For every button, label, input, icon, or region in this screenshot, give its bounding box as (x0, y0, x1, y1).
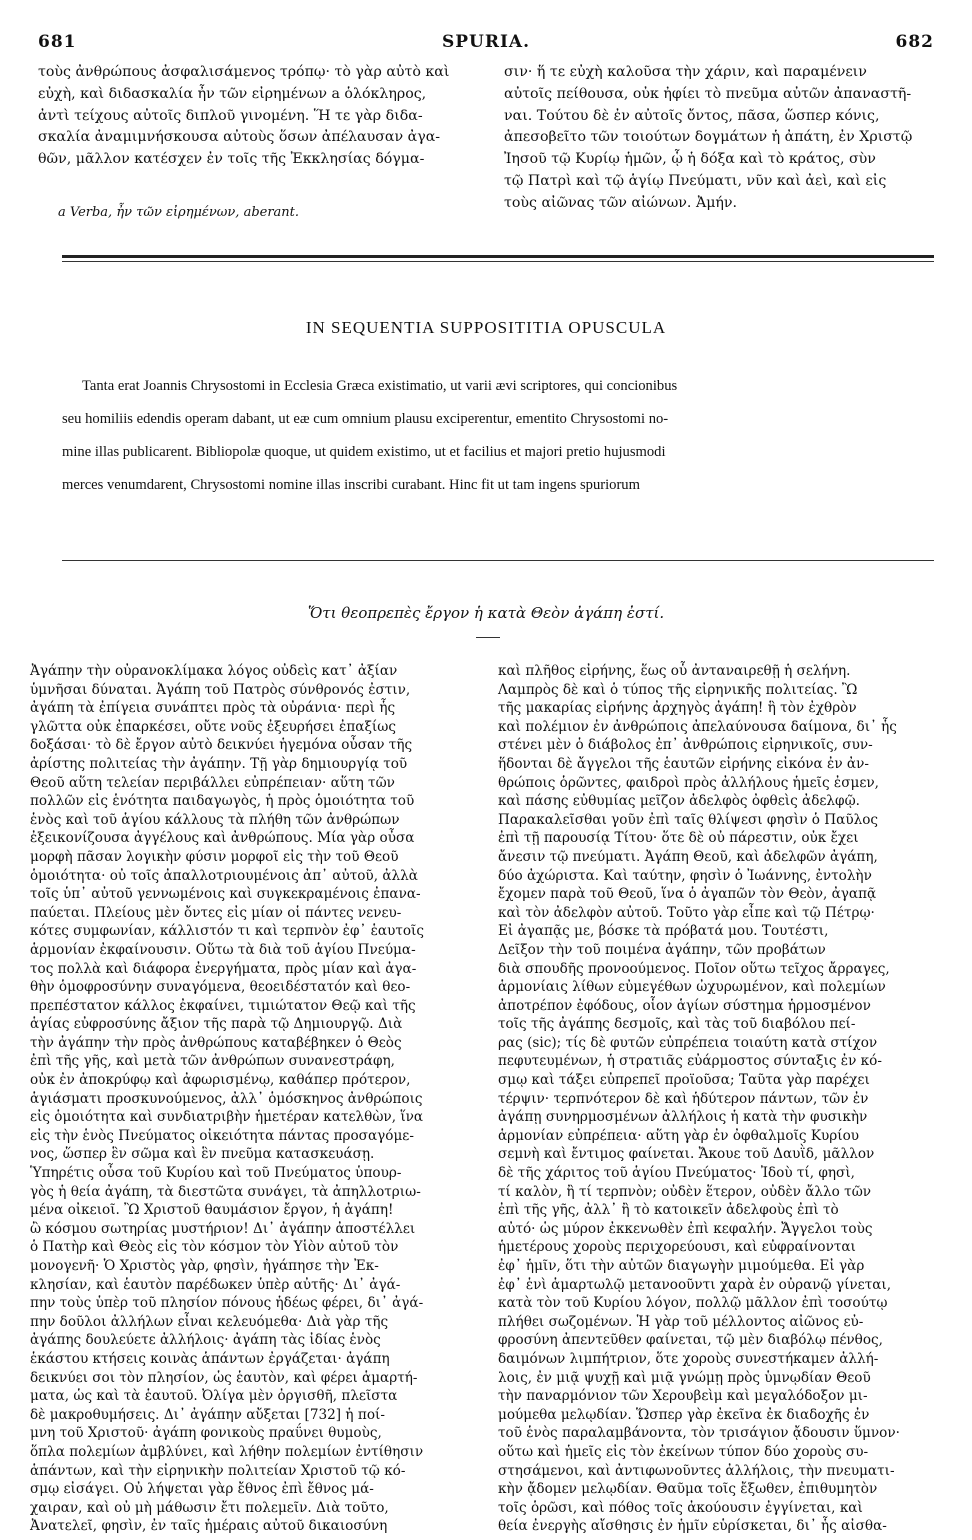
text-line: ὢ κόσμου σωτηρίας μυστήριον! Δι᾽ ἀγάπην ἀποστέλλει (30, 1220, 416, 1237)
text-line: ὁ Πατὴρ καὶ Θεὸς εἰς τὸν κόσμον τὸν Υἱὸν αὐτοῦ τὸν (30, 1239, 399, 1256)
text-line: στένει μὲν ὁ διάβολος ἐπ᾽ ἀνθρώποις εἰρηνικοῖς, συν- (498, 737, 873, 754)
text-line: καὶ πάσης εὐθυμίας μεῖζον ἀδελφὸς ὀφθεὶς ἀδελφῷ. (498, 793, 860, 810)
text-line: τῆς μακαρίας εἰρήνης ἀρχηγὸς ἀγάπη! ἣ τὸν ἐχθρὸν (498, 700, 857, 717)
body-right-column (498, 662, 938, 1536)
text-line: ἁρμονίαν ἐκφαίνουσιν. Οὕτω τὰ διὰ τοῦ ἁγίου Πνεύμα- (30, 941, 416, 958)
text-line: ἁρμονίαις λίθων εὐμεγέθων ὠχυρωμένον, καὶ πολεμίων (498, 979, 886, 996)
text-line: τέρψιν· τερπνότερον δὲ καὶ ἡδύτερον πάντων, τῶν ἐν (498, 1090, 869, 1107)
text-line: ὑμνῆσαι δύναται. Ἀγάπη τοῦ Πατρὸς σύνθρονός ἐστιν, (30, 681, 411, 698)
text-line: τος πολλὰ καὶ διάφορα ἐνεργήματα, πρὸς μίαν καὶ ἀγα- (30, 960, 417, 977)
text-line: καὶ πλῆθος εἰρήνης, ἕως οὗ ἀνταναιρεθῇ ἡ σελήνη. (498, 663, 851, 679)
text-line: ἀντὶ τείχους αὐτοῖς διπλοῦ γινομένη. Ἥ τε γὰρ διδα- (38, 107, 423, 124)
text-line: τί καλὸν, ἢ τί τερπνὸν; οὐδὲν ἕτερον, οὐδὲν ἄλλο τῶν (498, 1183, 872, 1200)
text-line: ματα, ὡς καὶ τὰ ἑαυτοῦ. Ὀλίγα μὲν ὀργισθῆ, πλεῖστα (30, 1388, 398, 1405)
text-line: εἰς ὁμοιότητα καὶ συνδιατριβὴν ἡμετέραν κατελθὼν, ἵνα (30, 1109, 424, 1126)
text-line: ἁπάντων, καὶ τὴν εἰρηνικὴν πολιτείαν Χριστοῦ τῷ κό- (30, 1462, 406, 1479)
text-line: Θεοῦ αὕτη τελείαν περιβάλλει εὐπρέπειαν· αὕτη τῶν (30, 774, 395, 791)
divider-rule (62, 560, 934, 561)
text-line: ὁμοιότητα· οὐ τοῖς ἀπαλλοτριουμένοις ἀπ᾽ αὐτοῦ, ἀλλὰ (30, 867, 418, 884)
latin-paragraph (62, 370, 934, 502)
text-line: ἐξεικονίζουσα ἀγγέλους καὶ ἀνθρώπους. Μία γὰρ οὖσα (30, 830, 415, 847)
text-line: δοξάσαι· τὸ δὲ ἔργον αὐτὸ δεικνύει ἡγεμόνα οὖσαν τῆς (30, 737, 413, 754)
text-line: τοῖς ὑπ᾽ αὐτοῦ γεννωμένοις καὶ συγκεκραμένοις ἐπανα- (30, 886, 421, 903)
text-line: ἁγιάσματι προσκυνούμενος, ἀλλ᾽ ὁμόσκηνος ἀνθρώποις (30, 1090, 423, 1107)
text-line: μορφὴ πᾶσαν λογικὴν φύσιν μορφοῖ εἰς τὴν τοῦ Θεοῦ (30, 848, 399, 865)
text-line: θὴν ὁμοφροσύνην συναγόμενα, θεοειδέστατόν καὶ θεο- (30, 979, 411, 996)
text-line: ἐπὶ τῆς γῆς, καὶ μετὰ τῶν ἀνθρώπων συνανεστράφη, (30, 1053, 395, 1070)
text-line: Ἀνατελεῖ, φησὶν, ἐν ταῖς ἡμέραις αὐτοῦ δικαιοσύνη (30, 1518, 388, 1535)
text-line: δὲ μακροθυμήσεις. Δι᾽ ἀγάπην αὔξεται [732] ἡ ποί- (30, 1406, 385, 1423)
top-left-column (38, 62, 490, 171)
text-line: διὰ σπουδῆς προνοούμενος. Ποῖον οὕτω τεῖχος ἄρραγες, (498, 960, 890, 977)
text-line: δαιμόνων λιμπήτριον, ὅτε χοροὺς συνεστήκαμεν ἀλλή- (498, 1350, 879, 1367)
text-line: ἥδονται δὲ ἄγγελοι τῆς ἑαυτῶν εἰρήνης εἰκόνα ἐν ἀν- (498, 755, 869, 772)
text-line: ἔχομεν παρὰ τοῦ Θεοῦ, ἵνα ὁ ἀγαπῶν τὸν Θεὸν, ἀγαπᾷ (498, 886, 877, 903)
text-line: κλησίαν, καὶ ἑαυτὸν παρέδωκεν ὑπὲρ αὐτῆς· Δι᾽ ἀγά- (30, 1276, 401, 1293)
section-rule-thin (62, 261, 934, 262)
text-line: γὸς ἡ θεία ἀγάπη, τὰ διεστῶτα συνάγει, τὰ ἀπηλλοτριω- (30, 1183, 421, 1200)
text-line: θρώποις ὁρῶντες, φαιδροὶ πρὸς ἀλλήλους ἡμεῖς ἐσμεν, (498, 774, 879, 791)
text-line: κατὰ τὸν τοῦ Κυρίου λόγον, πολλῷ μᾶλλον ἐπὶ τοσούτῳ (498, 1295, 888, 1312)
text-line: σεμνὴ καὶ ἔντιμος φαίνεται. Ἄκουε τοῦ Δαυῒδ, μᾶλλον (498, 1146, 875, 1163)
footnote: a Verba, ἦν τῶν εἰρημένων, aberant. (58, 205, 300, 220)
text-line: mine illas publicarent. Bibliopolæ quoque, ut quidem existimo, ut et facilius et majori pretio hujusmodi (62, 444, 666, 460)
text-line: πρεπέστατον κάλλος ἐκφαίνει, τιμιώτατον Θεῷ καὶ τῆς (30, 997, 416, 1014)
text-line: εὐχὴ, καὶ διδασκαλία ἦν τῶν εἰρημένων a ὁλόκληρος, (38, 85, 427, 102)
text-line: ἀπεσοβεῖτο τῶν τοιούτων δογμάτων ἡ ἀπάτη, ἐν Χριστῷ (504, 129, 913, 146)
text-line: τοῖς ὁρῶσι, καὶ πόθος τοῖς ἀκούουσιν ἐγγίνεται, καὶ (498, 1499, 863, 1516)
text-line: σκαλία ἀναμιμνήσκουσα αὐτοὺς ὅσων ἀπέλαυσαν ἀγα- (38, 129, 441, 146)
text-line: θῶν, μᾶλλον κατέσχεν ἐν τοῖς τῆς Ἐκκλησίας δόγμα- (38, 151, 425, 168)
text-line: γλῶττα οὐκ ἐπαρκέσει, οὔτε νοῦς ἐξευρήσει ἐπαξίως (30, 718, 396, 735)
text-line: τὴν ἀγάπην τὴν πρὸς ἀνθρώπους καταβέβηκεν ὁ Θεὸς (30, 1034, 402, 1051)
text-line: Ἀγάπην τὴν οὐρανοκλίμακα λόγος οὐδεὶς κατ᾽ ἀξίαν (30, 663, 398, 679)
text-line: νος, ὥσπερ ἓν σῶμα καὶ ἓν πνεῦμα κατασκευάσῃ. (30, 1146, 375, 1163)
text-line: τῷ Πατρὶ καὶ τῷ ἁγίῳ Πνεύματι, νῦν καὶ ἀεὶ, καὶ εἰς (504, 172, 887, 189)
text-line: πεφυτευμένων, ἡ στρατιᾶς εὐάρμοστος σύνταξις ἐν κό- (498, 1053, 882, 1070)
text-line: δύο ἀχώριστα. Καὶ ταύτην, φησὶν ὁ Ἰωάννης, ἐντολὴν (498, 867, 872, 884)
text-line: Ἰησοῦ τῷ Κυρίῳ ἡμῶν, ᾧ ἡ δόξα καὶ τὸ κράτος, σὺν (504, 151, 876, 168)
text-line: θεία ἐνεργὴς αἴσθησις ἐν ἡμῖν εὑρίσκεται, δι᾽ ἧς αἰσθα- (498, 1518, 887, 1535)
text-line: φροσύνη ἀπεντεῦθεν φαίνεται, τῷ μὲν διαβόλῳ πένθος, (498, 1332, 883, 1349)
text-line: πλήθει σωζομένων. Ἡ γὰρ τοῦ μέλλοντος αἰῶνος εὐ- (498, 1313, 864, 1330)
text-line: παύεται. Πλείους μὲν ὄντες εἰς μίαν οἱ πάντες νενευ- (30, 904, 402, 921)
text-line: στησάμενοι, καὶ ἀντιφωνοῦντες ἀλλήλοις, τὴν πνευματι- (498, 1462, 895, 1479)
text-line: σμῳ καὶ τάξει εὐπρεπεῖ προϊοῦσα; Ταῦτα γὰρ παρέχει (498, 1072, 870, 1089)
text-line: ρας (sic); τίς δὲ φυτῶν εὐπρέπεια τοιαύτη κατὰ στίχον (498, 1034, 878, 1051)
text-line: δεικνύει σοι τὸν πλησίον, ὡς ἑαυτὸν, καὶ φέρει ἁμαρτή- (30, 1369, 418, 1386)
running-title: SPURIA. (441, 32, 531, 52)
text-line: καὶ πολέμιον ἐν ἀνθρώποις ἀπελαύνουσα δαίμονα, δι᾽ ἧς (498, 718, 897, 735)
text-line: ἐφ᾽ ἑνὶ ἁμαρτωλῷ μετανοοῦντι χαρὰ ἐν οὐρανῷ γίνεται, (498, 1276, 892, 1293)
section-title: Ὅτι θεοπρεπὲς ἔργον ἡ κατὰ Θεὸν ἀγάπη ἐστί. (307, 604, 665, 622)
text-line: τοῖς τῆς ἀγάπης δεσμοῖς, καὶ τὰς τοῦ διαβόλου πεί- (498, 1016, 856, 1033)
text-line: Παρακαλεῖσθαι γοῦν ἐπὶ ταῖς θλίψεσι φησὶν ὁ Παῦλος (498, 811, 879, 828)
text-line: seu homiliis edendis operam dabant, ut eæ cum omnium plausu exciperentur, ementito Chrysostomi no- (62, 411, 669, 427)
text-line: πην τοὺς ὑπὲρ τοῦ πλησίον πόνους ἡδέως φέρει, δι᾽ ἀγά- (30, 1295, 424, 1312)
text-line: καὶ τὸν ἀδελφὸν αὐτοῦ. Τοῦτο γὰρ εἶπε καὶ τῷ Πέτρῳ· (498, 904, 875, 921)
text-line: αὐτό· ὡς μύρον ἐκκενωθὲν ἐπὶ κεφαλήν. Ἄγγελοι τοὺς (498, 1220, 873, 1237)
text-line: οὐκ ἐν ἀποκρύφῳ καὶ ἀφωρισμένῳ, καθάπερ πρότερον, (30, 1072, 411, 1089)
text-line: σιν· ἥ τε εὐχὴ καλοῦσα τὴν χάριν, καὶ παραμένειν (504, 64, 867, 80)
text-line: χαιραν, καὶ οὐ μὴ μάθωσιν ἔτι πολεμεῖν. Διὰ τοῦτο, (30, 1499, 389, 1516)
text-line: Εἰ ἀγαπᾷς με, βόσκε τὰ πρόβατά μου. Τουτέστι, (498, 923, 829, 940)
text-line: ἀγάπῃ συνηρμοσμένων ἀλλήλοις ἡ κατὰ τὴν φυσικὴν (498, 1109, 868, 1126)
text-line: εἰς τὴν ἑνὸς Πνεύματος οἰκειότητα πάντας προσαγόμε- (30, 1127, 414, 1144)
text-line: ἑνὸς καὶ τοῦ ἁγίου κάλλους τὰ πλήθη τῶν ἀνθρώπων (30, 811, 400, 828)
latin-heading: IN SEQUENTIA SUPPOSITITIA OPUSCULA (305, 318, 667, 337)
text-line: μένα οἰκειοῖ. Ὢ Χριστοῦ θαυμάσιον ἔργον, ἡ ἀγάπη! (30, 1202, 394, 1219)
text-line: ἐφ᾽ ἡμῖν, ὅτι τὴν αὐτῶν διαγωγὴν μιμούμεθα. Εἰ γὰρ (498, 1258, 865, 1274)
text-line: Δεῖξον τὴν τοῦ ποιμένα ἀγάπην, τῶν προβάτων (498, 941, 826, 958)
text-line: μνη τοῦ Χριστοῦ· ἀγάπη φονικοὺς πραΰνει θυμοὺς, (30, 1425, 382, 1442)
text-line: πολλῶν εἰς ἑνότητα παιδαγωγὸς, ἡ πρὸς ὁμοιότητα τοῦ (30, 793, 415, 810)
text-line: τοὺς ἀνθρώπους ἀσφαλισάμενος τρόπῳ· τὸ γὰρ αὐτὸ καὶ (38, 64, 450, 80)
text-line: δὲ τῆς χάριτος τοῦ ἁγίου Πνεύματος· Ἰδοὺ τί, φησὶ, (498, 1165, 855, 1182)
text-line: μούμεθα μελῳδίαν. Ὥσπερ γὰρ ἐκεῖνα ἐκ διαδοχῆς ἐν (498, 1406, 870, 1423)
text-line: τοῦ ἑνὸς παραλαμβάνοντα, τὸν τρισάγιον ᾄδουσιν ὕμνον· (498, 1425, 900, 1442)
text-line: ἀγάπης δουλεύετε ἀλλήλοις· ἀγάπη τὰς ἰδίας ἑνὸς (30, 1332, 381, 1349)
text-line: τοὺς αἰῶνας τῶν αἰώνων. Ἀμήν. (504, 194, 738, 211)
text-line: ἐπὶ τῆς γῆς, ἀλλ᾽ ἢ τὸ κατοικεῖν ἀδελφοὺς ἐπὶ τὸ (498, 1202, 839, 1219)
body-left-column (30, 662, 480, 1536)
title-rule (476, 637, 500, 638)
text-line: Tanta erat Joannis Chrysostomi in Ecclesia Græca existimatio, ut varii ævi scriptores, qui concionibus (82, 378, 678, 394)
right-page-number: 682 (895, 32, 934, 52)
text-line: ὅπλα πολεμίων ἀμβλύνει, καὶ λήθην πολεμίων ἐντίθησιν (30, 1443, 424, 1460)
text-line: οὕτω καὶ ἡμεῖς εἰς τὸν ἐκείνων τύπον δύο χοροὺς συ- (498, 1443, 869, 1460)
text-line: ἀγάπη τὰ ἐπίγεια συνάπτει πρὸς τὰ οὐράνια· περὶ ἧς (30, 700, 396, 717)
text-line: ἑκάστου κτήσεις κοινὰς ἁπάντων ἐργάζεται· ἀγάπη (30, 1350, 390, 1367)
section-rule (62, 255, 934, 258)
text-line: κότες συμφωνίαν, κάλλιστόν τι καὶ τερπνὸν ἐφ᾽ ἑαυτοῖς (30, 923, 424, 940)
text-line: αὐτοῖς πείθουσα, οὐκ ἠφίει τὸ πνεῦμα αὐτῶν ἀπαναστῆ- (504, 85, 912, 102)
text-line: κὴν ᾄδομεν μελῳδίαν. Θαῦμα τοῖς ἔξωθεν, ἐπιθυμητὸν (498, 1481, 878, 1498)
top-right-column (504, 62, 936, 215)
text-line: μονογενῆ· Ὁ Χριστὸς γὰρ, φησὶν, ἠγάπησε τὴν Ἐκ- (30, 1258, 379, 1274)
text-line: ἁγίας εὐφροσύνης ἄξιον τῆς παρὰ τῷ Δημιουργῷ. Διὰ (30, 1016, 403, 1033)
text-line: τὴν παναρμόνιον τῶν Χερουβεὶμ καὶ μεγαλόδοξον μι- (498, 1388, 868, 1405)
text-line: Λαμπρὸς δὲ καὶ ὁ τύπος τῆς εἰρηνικῆς πολιτείας. Ὢ (498, 681, 858, 698)
text-line: ἀποτρέπον ἐφόδους, οἷον ἁγίων σύστημα ἡρμοσμένον (498, 997, 871, 1014)
text-line: ἡμετέρους χοροὺς περιχορεύουσι, καὶ εὐφραίνονται (498, 1239, 856, 1256)
left-page-number: 681 (38, 32, 77, 52)
text-line: ναι. Τούτου δὲ ἐν αὐτοῖς ὄντος, πᾶσα, ὥσπερ κόνις, (504, 107, 880, 124)
text-line: ἀρίστης πολιτείας τὴν ἀγάπην. Τῇ γὰρ δημιουργίᾳ τοῦ (30, 755, 408, 772)
text-line: ἁρμονίαν εὐπρέπεια· αὕτη γὰρ ἐν ὀφθαλμοῖς Κυρίου (498, 1127, 860, 1144)
text-line: ἐπὶ τῇ παρουσίᾳ Τίτου· ὅτε δὲ οὐ πάρεστιν, οὐκ ἔχει (498, 830, 859, 847)
text-line: σμῳ εἰσάγει. Οὐ λήψεται γὰρ ἔθνος ἐπὶ ἔθνος μά- (30, 1481, 374, 1498)
text-line: Ὑπηρέτις οὖσα τοῦ Κυρίου καὶ τοῦ Πνεύματος ὑπουρ- (30, 1165, 402, 1182)
text-line: λοις, ἐν μιᾷ ψυχῇ καὶ μιᾷ γνώμῃ πρὸς ὑμνῳδίαν Θεοῦ (498, 1369, 871, 1386)
text-line: πην δοῦλοι ἀλλήλων εἶναι κελευόμεθα· Διὰ γὰρ τῆς (30, 1313, 389, 1330)
text-line: merces venumdarent, Chrysostomi nomine illas inscribi curabant. Hinc fit ut tam ingens spuriorum (62, 477, 640, 493)
text-line: ἄνεσιν τῷ πνεύματι. Ἀγάπη Θεοῦ, καὶ ἀδελφῶν ἀγάπη, (498, 848, 878, 865)
